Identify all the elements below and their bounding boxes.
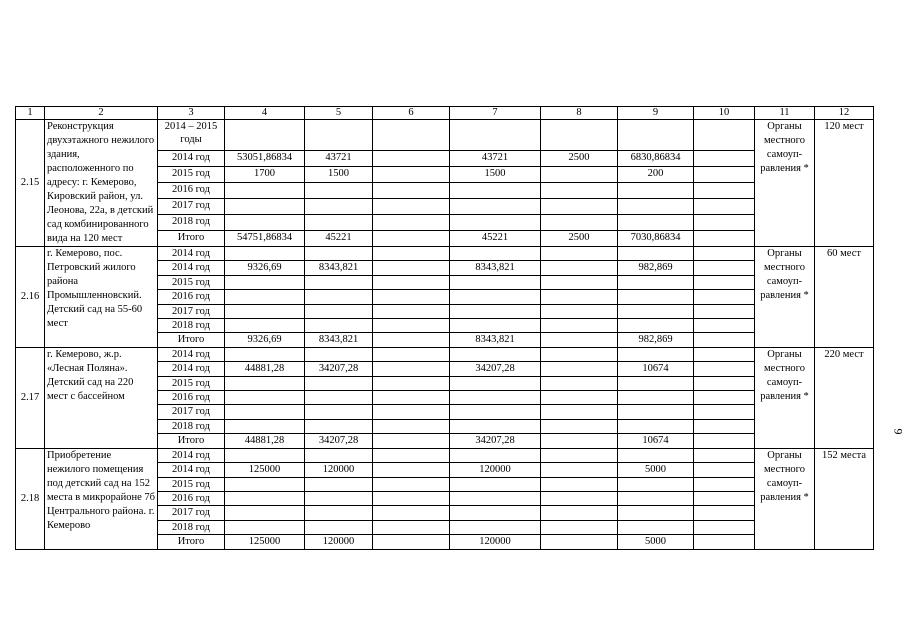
period-cell: 2016 год [158, 183, 225, 199]
value-cell [618, 215, 694, 231]
value-cell [618, 419, 694, 433]
value-cell [694, 419, 755, 433]
value-cell [694, 120, 755, 151]
value-cell: 9326,69 [225, 333, 305, 347]
value-cell: 1500 [305, 167, 373, 183]
value-cell: 6830,86834 [618, 151, 694, 167]
value-cell: 9326,69 [225, 261, 305, 275]
document-page [15, 106, 905, 550]
object-description: Приобретение нежилого помещения под детский сад на 152 места в микрорайоне 7б Центрального района. г. Кемерово [45, 448, 158, 549]
value-cell [450, 275, 541, 289]
value-cell: 34207,28 [450, 362, 541, 376]
value-cell [541, 520, 618, 534]
period-cell: 2014 год [158, 362, 225, 376]
value-cell [373, 376, 450, 390]
value-cell [225, 491, 305, 505]
item-number: 2.16 [16, 247, 45, 348]
value-cell [225, 319, 305, 333]
value-cell [541, 506, 618, 520]
column-header: 8 [541, 107, 618, 120]
value-cell [694, 491, 755, 505]
table-header [16, 107, 874, 120]
value-cell [225, 304, 305, 318]
page-number: 9 [891, 428, 905, 435]
value-cell: 43721 [305, 151, 373, 167]
value-cell: 44881,28 [225, 362, 305, 376]
object-description: г. Кемерово, ж.р. «Лесная Поляна». Детский сад на 220 мест с бассейном [45, 347, 158, 448]
value-cell [450, 448, 541, 462]
value-cell [541, 199, 618, 215]
column-header: 12 [815, 107, 874, 120]
value-cell [373, 290, 450, 304]
value-cell [305, 120, 373, 151]
object-description: г. Кемерово, пос. Петровский жилого района Промышленновский. Детский сад на 55-60 мест [45, 247, 158, 348]
value-cell [450, 199, 541, 215]
value-cell [541, 304, 618, 318]
value-cell [373, 491, 450, 505]
column-header: 2 [45, 107, 158, 120]
value-cell [225, 347, 305, 361]
object-description: Реконструкция двухэтажного нежилого здания, расположенного по адресу: г. Кемерово, Кировский район, ул. Леонова, 22а, в детский сад комбинированного вида на 120 мест [45, 120, 158, 247]
period-cell: Итого [158, 230, 225, 246]
value-cell [225, 405, 305, 419]
value-cell [450, 304, 541, 318]
value-cell: 34207,28 [305, 434, 373, 448]
column-header: 1 [16, 107, 45, 120]
value-cell: 5000 [618, 463, 694, 477]
value-cell [694, 167, 755, 183]
value-cell [694, 477, 755, 491]
value-cell [450, 183, 541, 199]
period-cell: Итого [158, 434, 225, 448]
value-cell [694, 434, 755, 448]
value-cell [541, 477, 618, 491]
value-cell [694, 290, 755, 304]
value-cell: 120000 [305, 535, 373, 549]
program-table [15, 106, 874, 550]
value-cell [305, 405, 373, 419]
value-cell [618, 391, 694, 405]
value-cell [450, 376, 541, 390]
value-cell: 10674 [618, 434, 694, 448]
responsible-organ: Органы местного самоуп-равления * [755, 347, 815, 448]
value-cell: 2500 [541, 230, 618, 246]
value-cell [305, 491, 373, 505]
value-cell [373, 535, 450, 549]
value-cell [694, 319, 755, 333]
value-cell [373, 463, 450, 477]
value-cell [450, 419, 541, 433]
value-cell [541, 247, 618, 261]
value-cell [373, 167, 450, 183]
item-number: 2.15 [16, 120, 45, 247]
value-cell [541, 319, 618, 333]
value-cell [225, 120, 305, 151]
value-cell [373, 333, 450, 347]
value-cell [618, 376, 694, 390]
expected-result: 220 мест [815, 347, 874, 448]
value-cell [694, 376, 755, 390]
value-cell [305, 304, 373, 318]
period-cell: 2018 год [158, 319, 225, 333]
value-cell: 45221 [450, 230, 541, 246]
value-cell [694, 362, 755, 376]
table-row [16, 448, 874, 462]
value-cell [305, 290, 373, 304]
value-cell [694, 275, 755, 289]
period-cell: 2014 год [158, 463, 225, 477]
value-cell [225, 520, 305, 534]
value-cell: 45221 [305, 230, 373, 246]
value-cell [694, 506, 755, 520]
value-cell [305, 215, 373, 231]
value-cell [305, 319, 373, 333]
column-header: 3 [158, 107, 225, 120]
value-cell [305, 199, 373, 215]
value-cell: 1500 [450, 167, 541, 183]
value-cell [694, 347, 755, 361]
period-cell: 2014 год [158, 261, 225, 275]
value-cell [694, 304, 755, 318]
value-cell [541, 167, 618, 183]
value-cell [225, 215, 305, 231]
value-cell [305, 376, 373, 390]
period-cell: Итого [158, 535, 225, 549]
value-cell: 44881,28 [225, 434, 305, 448]
value-cell [373, 230, 450, 246]
column-header: 7 [450, 107, 541, 120]
value-cell [694, 535, 755, 549]
period-cell: 2015 год [158, 275, 225, 289]
value-cell: 5000 [618, 535, 694, 549]
value-cell [225, 391, 305, 405]
value-cell [225, 247, 305, 261]
value-cell [373, 247, 450, 261]
period-cell: 2018 год [158, 215, 225, 231]
table-body [16, 120, 874, 550]
value-cell [450, 520, 541, 534]
value-cell [450, 506, 541, 520]
value-cell [305, 391, 373, 405]
value-cell: 125000 [225, 463, 305, 477]
header-row [16, 107, 874, 120]
value-cell [694, 391, 755, 405]
expected-result: 120 мест [815, 120, 874, 247]
value-cell [694, 463, 755, 477]
value-cell [541, 405, 618, 419]
period-cell: 2014 год [158, 347, 225, 361]
value-cell [305, 247, 373, 261]
value-cell [450, 247, 541, 261]
value-cell [541, 535, 618, 549]
value-cell [450, 491, 541, 505]
value-cell: 54751,86834 [225, 230, 305, 246]
value-cell [541, 290, 618, 304]
value-cell [694, 520, 755, 534]
value-cell [618, 120, 694, 151]
period-cell: 2016 год [158, 290, 225, 304]
value-cell [225, 290, 305, 304]
column-header: 4 [225, 107, 305, 120]
value-cell [373, 506, 450, 520]
value-cell: 34207,28 [305, 362, 373, 376]
value-cell: 8343,821 [450, 261, 541, 275]
value-cell [225, 477, 305, 491]
value-cell [450, 215, 541, 231]
value-cell [694, 333, 755, 347]
value-cell [541, 391, 618, 405]
value-cell [541, 448, 618, 462]
value-cell: 43721 [450, 151, 541, 167]
value-cell [225, 199, 305, 215]
value-cell [305, 520, 373, 534]
value-cell [541, 463, 618, 477]
value-cell [373, 405, 450, 419]
value-cell [541, 333, 618, 347]
value-cell [541, 362, 618, 376]
value-cell [305, 347, 373, 361]
value-cell [373, 120, 450, 151]
item-number: 2.18 [16, 448, 45, 549]
value-cell [618, 275, 694, 289]
value-cell: 125000 [225, 535, 305, 549]
responsible-organ: Органы местного самоуп-равления * [755, 247, 815, 348]
column-header: 9 [618, 107, 694, 120]
value-cell [618, 247, 694, 261]
value-cell [541, 419, 618, 433]
value-cell [541, 120, 618, 151]
value-cell [694, 199, 755, 215]
value-cell [618, 448, 694, 462]
value-cell: 8343,821 [450, 333, 541, 347]
period-cell: 2014 год [158, 151, 225, 167]
value-cell: 982,869 [618, 333, 694, 347]
value-cell: 34207,28 [450, 434, 541, 448]
value-cell [373, 261, 450, 275]
value-cell [225, 448, 305, 462]
value-cell [225, 506, 305, 520]
period-cell: Итого [158, 333, 225, 347]
value-cell [541, 261, 618, 275]
value-cell [541, 347, 618, 361]
value-cell [373, 151, 450, 167]
value-cell [694, 261, 755, 275]
value-cell [618, 304, 694, 318]
value-cell [694, 230, 755, 246]
value-cell [618, 290, 694, 304]
value-cell [541, 376, 618, 390]
value-cell: 10674 [618, 362, 694, 376]
responsible-organ: Органы местного самоуп-равления * [755, 448, 815, 549]
responsible-organ: Органы местного самоуп-равления * [755, 120, 815, 247]
value-cell [618, 506, 694, 520]
value-cell [541, 275, 618, 289]
value-cell: 2500 [541, 151, 618, 167]
value-cell [694, 405, 755, 419]
table-row [16, 347, 874, 361]
expected-result: 152 места [815, 448, 874, 549]
value-cell: 120000 [450, 535, 541, 549]
value-cell [373, 391, 450, 405]
period-cell: 2014 год [158, 247, 225, 261]
item-number: 2.17 [16, 347, 45, 448]
value-cell [373, 520, 450, 534]
value-cell [450, 477, 541, 491]
period-cell: 2014 – 2015 годы [158, 120, 225, 151]
period-cell: 2016 год [158, 491, 225, 505]
value-cell: 982,869 [618, 261, 694, 275]
value-cell [373, 434, 450, 448]
value-cell: 120000 [305, 463, 373, 477]
value-cell [450, 391, 541, 405]
value-cell [305, 419, 373, 433]
value-cell [373, 304, 450, 318]
value-cell [225, 183, 305, 199]
value-cell [373, 347, 450, 361]
value-cell [373, 362, 450, 376]
value-cell: 200 [618, 167, 694, 183]
period-cell: 2015 год [158, 477, 225, 491]
value-cell [694, 151, 755, 167]
value-cell [694, 247, 755, 261]
value-cell [618, 405, 694, 419]
period-cell: 2017 год [158, 304, 225, 318]
value-cell [450, 290, 541, 304]
expected-result: 60 мест [815, 247, 874, 348]
value-cell: 7030,86834 [618, 230, 694, 246]
period-cell: 2015 год [158, 167, 225, 183]
value-cell: 1700 [225, 167, 305, 183]
column-header: 6 [373, 107, 450, 120]
period-cell: 2017 год [158, 199, 225, 215]
value-cell [373, 419, 450, 433]
column-header: 10 [694, 107, 755, 120]
table-row [16, 120, 874, 151]
value-cell [618, 520, 694, 534]
value-cell [450, 405, 541, 419]
value-cell [694, 448, 755, 462]
value-cell [618, 491, 694, 505]
period-cell: 2017 год [158, 405, 225, 419]
value-cell [305, 477, 373, 491]
value-cell [225, 419, 305, 433]
value-cell [225, 376, 305, 390]
value-cell [373, 477, 450, 491]
value-cell [618, 477, 694, 491]
value-cell [694, 215, 755, 231]
value-cell [305, 448, 373, 462]
value-cell: 8343,821 [305, 261, 373, 275]
value-cell [305, 183, 373, 199]
period-cell: 2018 год [158, 520, 225, 534]
value-cell [373, 183, 450, 199]
value-cell [225, 275, 305, 289]
value-cell [305, 275, 373, 289]
value-cell [618, 199, 694, 215]
value-cell: 53051,86834 [225, 151, 305, 167]
value-cell [541, 491, 618, 505]
column-header: 5 [305, 107, 373, 120]
value-cell [450, 120, 541, 151]
period-cell: 2018 год [158, 419, 225, 433]
period-cell: 2015 год [158, 376, 225, 390]
value-cell [618, 347, 694, 361]
value-cell [450, 347, 541, 361]
period-cell: 2016 год [158, 391, 225, 405]
value-cell [541, 183, 618, 199]
value-cell [373, 199, 450, 215]
value-cell: 8343,821 [305, 333, 373, 347]
value-cell [541, 434, 618, 448]
value-cell [373, 215, 450, 231]
value-cell [541, 215, 618, 231]
value-cell [305, 506, 373, 520]
column-header: 11 [755, 107, 815, 120]
value-cell [694, 183, 755, 199]
value-cell [618, 319, 694, 333]
value-cell [373, 448, 450, 462]
period-cell: 2017 год [158, 506, 225, 520]
value-cell [373, 319, 450, 333]
period-cell: 2014 год [158, 448, 225, 462]
value-cell [618, 183, 694, 199]
table-row [16, 247, 874, 261]
value-cell [450, 319, 541, 333]
value-cell [373, 275, 450, 289]
value-cell: 120000 [450, 463, 541, 477]
